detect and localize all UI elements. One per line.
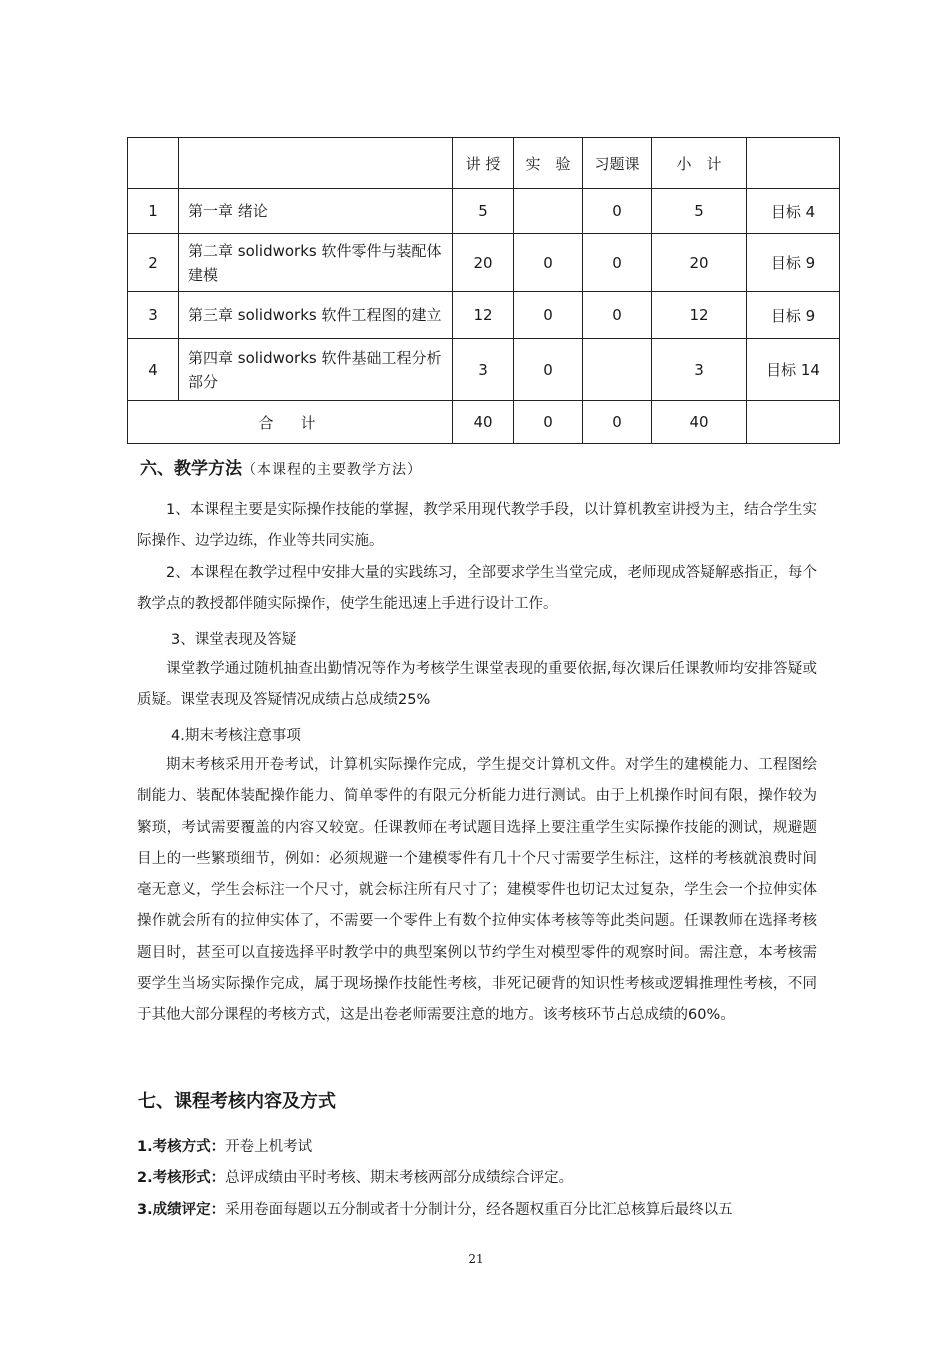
table-row <box>128 339 840 401</box>
grading-rule <box>137 1198 733 1219</box>
row-subtotal: 3 <box>652 339 747 401</box>
section-7-title: 七、课程考核内容及方式 <box>138 1091 336 1112</box>
table-total-row <box>128 401 840 444</box>
row-target: 目标 4 <box>747 189 840 234</box>
total-label: 合 计 <box>128 401 453 444</box>
paragraph-4: 期末考核采用开卷考试，计算机实际操作完成，学生提交计算机文件。对学生的建模能力、工程图绘制能力、装配体装配操作能力、简单零件的有限元分析能力进行测试。由于上机操作时间有限，操作较为繁琐，考试需要覆盖的内容又较宽。任课教师在考试题目选择上要注重学生实际操作技能的测试，规避题目上的一些繁琐细节，例如：必须规避一个建模零件有几十个尺寸需要学生标注，这样的考核就浪费时间毫无意义，学生会标注一个尺寸，就会标注所有尺寸了；建模零件也切记太过复杂，学生会一个拉伸实体操作就会所有的拉伸实体了，不需要一个零件上有数个拉伸实体考核等等此类问题。任课教师在选择考核题目时，甚至可以直接选择平时教学中的典型案例以节约学生对模型零件的观察时间。需注意，本考核需要学生当场实际操作完成，属于现场操作技能性考核，非死记硬背的知识性考核或逻辑推理性考核，不同于其他大部分课程的考核方式，这是出卷老师需要注意的地方。该考核环节占总成绩的60%。 <box>137 757 817 1024</box>
row-target: 目标 14 <box>747 339 840 401</box>
row-lecture: 12 <box>453 292 514 339</box>
assessment-method <box>137 1135 312 1156</box>
grading-rule-label: 3.成绩评定： <box>137 1202 226 1218</box>
row-lab: 0 <box>514 234 583 292</box>
paragraph-3: 课堂教学通过随机抽查出勤情况等作为考核学生课堂表现的重要依据,每次课后任课教师均安排答疑或质疑。课堂表现及答疑情况成绩占总成绩25% <box>137 661 817 709</box>
paragraph-3-title: 3、课堂表现及答疑 <box>171 632 297 648</box>
row-lecture: 3 <box>453 339 514 401</box>
row-no: 2 <box>128 234 179 292</box>
header-subtotal: 小 计 <box>652 138 747 189</box>
total-subtotal: 40 <box>652 401 747 444</box>
row-lecture: 5 <box>453 189 514 234</box>
header-lecture: 讲 授 <box>453 138 514 189</box>
assessment-method-label: 1.考核方式： <box>137 1139 226 1155</box>
table-header-row <box>128 138 840 189</box>
assessment-form-label: 2.考核形式： <box>137 1170 226 1186</box>
row-no: 1 <box>128 189 179 234</box>
section-6-title: 六、教学方法 <box>140 459 242 479</box>
row-lab: 0 <box>514 292 583 339</box>
header-cell <box>128 138 179 189</box>
table-row <box>128 292 840 339</box>
assessment-form-text: 总评成绩由平时考核、期末考核两部分成绩综合评定。 <box>225 1170 574 1186</box>
row-subtotal: 12 <box>652 292 747 339</box>
header-target <box>747 138 840 189</box>
row-lab <box>514 189 583 234</box>
row-exercise <box>583 339 652 401</box>
paragraph-1: 1、本课程主要是实际操作技能的掌握，教学采用现代教学手段，以计算机教室讲授为主，结合学生实际操作、边学边练，作业等共同实施。 <box>137 502 817 550</box>
row-lab: 0 <box>514 339 583 401</box>
header-exercise: 习题课 <box>583 138 652 189</box>
total-lab: 0 <box>514 401 583 444</box>
section-6-note: （本课程的主要教学方法） <box>242 462 422 478</box>
row-exercise: 0 <box>583 189 652 234</box>
row-subtotal: 20 <box>652 234 747 292</box>
assessment-form <box>137 1166 573 1187</box>
row-subtotal: 5 <box>652 189 747 234</box>
section-6-heading <box>140 454 422 479</box>
row-lecture: 20 <box>453 234 514 292</box>
header-lab: 实 验 <box>514 138 583 189</box>
row-title: 第三章 solidworks 软件工程图的建立 <box>179 292 453 339</box>
row-title: 第四章 solidworks 软件基础工程分析部分 <box>179 339 453 401</box>
row-title: 第二章 solidworks 软件零件与装配体建模 <box>179 234 453 292</box>
assessment-method-text: 开卷上机考试 <box>225 1139 313 1155</box>
total-exercise: 0 <box>583 401 652 444</box>
row-no: 3 <box>128 292 179 339</box>
paragraph-4-title: 4.期末考核注意事项 <box>171 728 301 744</box>
row-target: 目标 9 <box>747 234 840 292</box>
table-row <box>128 189 840 234</box>
row-title: 第一章 绪论 <box>179 189 453 234</box>
header-cell <box>179 138 453 189</box>
total-target <box>747 401 840 444</box>
row-no: 4 <box>128 339 179 401</box>
total-lecture: 40 <box>453 401 514 444</box>
course-hours-table <box>127 137 840 444</box>
row-exercise: 0 <box>583 234 652 292</box>
table-row <box>128 234 840 292</box>
row-target: 目标 9 <box>747 292 840 339</box>
paragraph-2: 2、本课程在教学过程中安排大量的实践练习，全部要求学生当堂完成，老师现成答疑解惑指正，每个教学点的教授都伴随实际操作，使学生能迅速上手进行设计工作。 <box>137 565 817 613</box>
row-exercise: 0 <box>583 292 652 339</box>
grading-rule-text: 采用卷面每题以五分制或者十分制计分，经各题权重百分比汇总核算后最终以五 <box>225 1202 733 1218</box>
page-number: 21 <box>468 1252 484 1266</box>
